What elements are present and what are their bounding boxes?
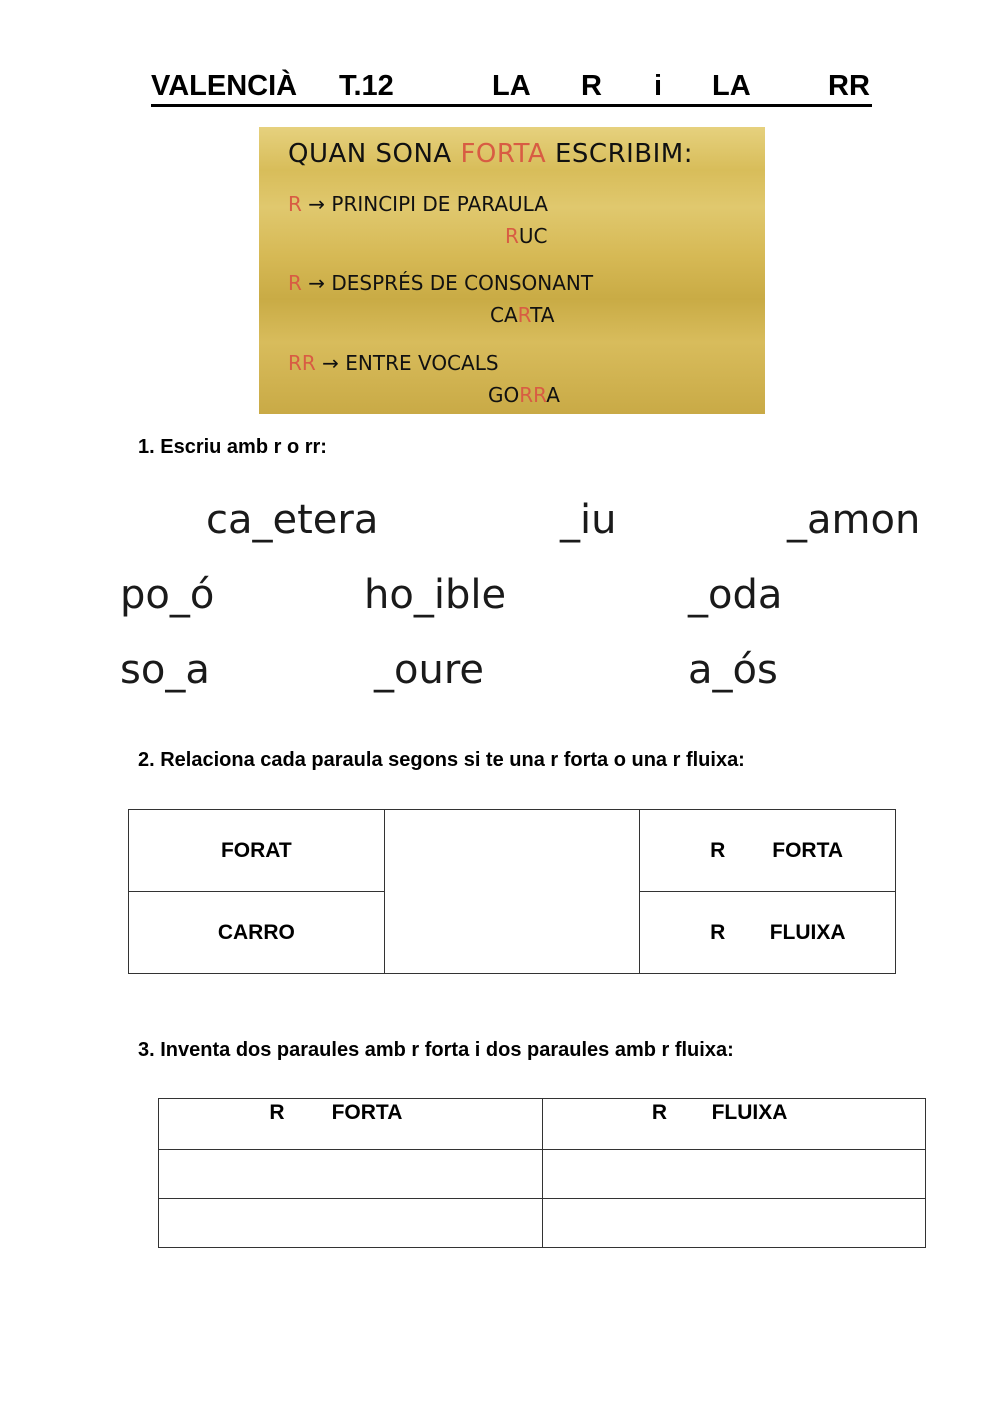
rule-3-example <box>488 383 560 407</box>
rule-title-highlight: FORTA <box>460 139 547 169</box>
example-highlight: R <box>517 303 531 327</box>
rule-text: ENTRE VOCALS <box>345 351 499 375</box>
invent-words-table <box>158 1098 926 1248</box>
rule-3 <box>288 351 499 375</box>
category-label: FLUIXA <box>769 920 846 944</box>
example-highlight: RR <box>519 383 547 407</box>
match-table <box>128 809 896 974</box>
rule-box-title <box>288 139 693 169</box>
category-label: FORTA <box>772 838 844 862</box>
rule-letter: R <box>288 192 302 216</box>
exercise-3-title: 3. Inventa dos paraules amb r forta i dos paraules amb r fluixa: <box>138 1039 734 1061</box>
column-label: FORTA <box>331 1101 403 1124</box>
example-pre: GO <box>488 383 520 407</box>
title-subject: VALENCIÀ <box>151 70 298 102</box>
column-header-fluixa <box>542 1099 926 1150</box>
column-letter: R <box>269 1101 285 1124</box>
example-post: A <box>546 383 560 407</box>
title-word-la-1: LA <box>492 70 531 102</box>
rule-letter: R <box>288 271 302 295</box>
match-word: CARRO <box>217 920 295 944</box>
arrow-right-icon: → <box>322 351 339 375</box>
column-label: FLUIXA <box>711 1101 788 1124</box>
fill-word[interactable]: ca_etera <box>206 497 379 543</box>
match-word-cell[interactable] <box>129 810 385 892</box>
fill-word[interactable]: _amon <box>787 497 921 543</box>
match-category-cell[interactable] <box>640 810 896 892</box>
rule-letter: RR <box>288 351 316 375</box>
fill-word[interactable]: _oure <box>374 647 484 693</box>
fill-word[interactable]: _oda <box>688 572 783 618</box>
answer-cell-forta-1[interactable] <box>159 1150 543 1199</box>
column-header-forta <box>159 1099 543 1150</box>
example-post: TA <box>530 303 555 327</box>
rule-title-pre: QUAN SONA <box>288 139 461 169</box>
fill-word[interactable]: _iu <box>560 497 617 543</box>
fill-word[interactable]: po_ó <box>120 572 215 618</box>
rule-title-post: ESCRIBIM: <box>546 139 693 169</box>
column-letter: R <box>651 1101 668 1124</box>
answer-cell-forta-2[interactable] <box>159 1199 543 1248</box>
fill-word[interactable]: ho_ible <box>364 572 507 618</box>
title-unit: T.12 <box>339 70 394 102</box>
exercise-1-title: 1. Escriu amb r o rr: <box>138 436 327 458</box>
match-category-cell[interactable] <box>640 892 896 974</box>
example-pre: CA <box>490 303 518 327</box>
title-word-i: i <box>654 70 663 102</box>
example-post: UC <box>518 224 548 248</box>
match-connector-area[interactable] <box>384 810 640 974</box>
exercise-2-title: 2. Relaciona cada paraula segons si te una r forta o una r fluixa: <box>138 749 745 771</box>
answer-cell-fluixa-2[interactable] <box>542 1199 926 1248</box>
title-word-r: R <box>581 70 602 102</box>
answer-cell-fluixa-1[interactable] <box>542 1150 926 1199</box>
rule-text: PRINCIPI DE PARAULA <box>331 192 548 216</box>
fill-word[interactable]: a_ós <box>688 647 778 693</box>
title-word-la-2: LA <box>712 70 751 102</box>
rule-box <box>259 127 765 414</box>
category-letter: R <box>710 920 726 944</box>
category-letter: R <box>710 838 726 862</box>
arrow-right-icon: → <box>308 271 326 295</box>
rule-1 <box>288 192 548 216</box>
rule-1-example <box>505 224 548 248</box>
rule-2 <box>288 271 593 295</box>
match-word-cell[interactable] <box>129 892 385 974</box>
match-word: FORAT <box>220 838 292 862</box>
fill-word[interactable]: so_a <box>120 647 210 693</box>
rule-2-example <box>490 303 554 327</box>
title-word-rr: RR <box>828 70 870 102</box>
arrow-right-icon: → <box>308 192 326 216</box>
page-title <box>151 68 872 107</box>
example-highlight: R <box>505 224 519 248</box>
rule-text: DESPRÉS DE CONSONANT <box>331 271 594 295</box>
